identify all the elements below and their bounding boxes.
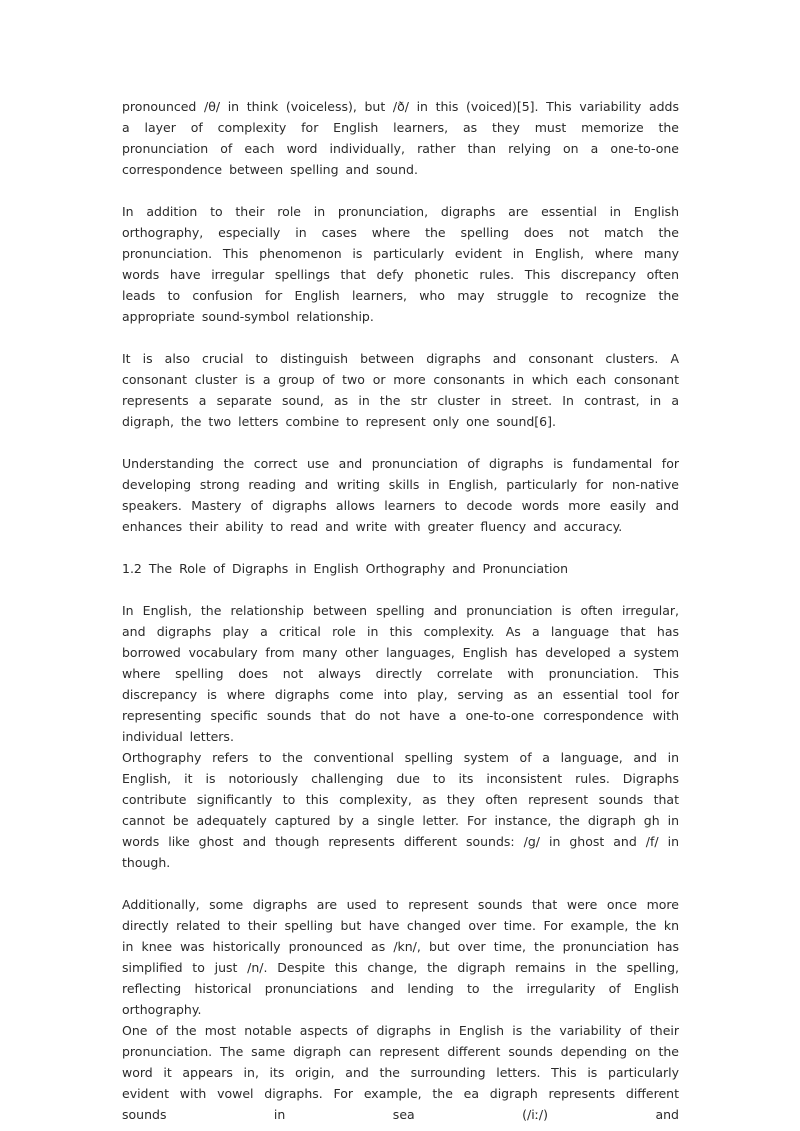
paragraph-spacer xyxy=(122,327,679,348)
paragraph-orthography-definition: Orthography refers to the conventional spelling system of a language, and in English, it is notoriously challenging due to its inconsistent rules. Digraphs contribute significantly to this complexity, as they often represent sounds that cannot be adequately captured by a single letter. For instance, the digraph gh in words like ghost and though represents different sounds: /g/ in ghost and /f/ in though. xyxy=(122,750,679,870)
paragraph-spacer xyxy=(122,180,679,201)
paragraph-pronunciation-variability: pronounced /θ/ in think (voiceless), but /ð/ in this (voiced)[5]. This variability adds a layer of complexity for English learners, as they must memorize the pronunciation of each word individually, rather than relying on a one-to-one correspondence between spelling and sound. xyxy=(122,99,679,177)
document-page xyxy=(122,96,679,1125)
paragraph-spacer xyxy=(122,537,679,558)
paragraph-spacer xyxy=(122,873,679,894)
paragraph-historical-digraphs: Additionally, some digraphs are used to represent sounds that were once more directly related to their spelling but have changed over time. For example, the kn in knee was historically pronounced as /kn/, but over time, the pronunciation has simplified to just /n/. Despite this change, the digraph remains in the spelling, reflecting historical pronunciations and lending to the irregularity of English orthography. xyxy=(122,897,679,1017)
paragraph-digraph-variability: One of the most notable aspects of digraphs in English is the variability of their pronunciation. The same digraph can represent different sounds depending on the word it appears in, its origin, and the surrounding letters. This is particularly evident with vowel digraphs. For example, the ea digraph represents different sounds in sea (/iː/) and xyxy=(122,1023,679,1122)
paragraph-spacer xyxy=(122,432,679,453)
paragraph-spelling-pronunciation: In English, the relationship between spelling and pronunciation is often irregular, and digraphs play a critical role in this complexity. As a language that has borrowed vocabulary from many other languages, English has developed a system where spelling does not always directly correlate with pronunciation. This discrepancy is where digraphs come into play, serving as an essential tool for representing specific sounds that do not have a one-to-one correspondence with individual letters. xyxy=(122,603,679,744)
paragraph-spacer xyxy=(122,579,679,600)
section-heading: 1.2 The Role of Digraphs in English Orthography and Pronunciation xyxy=(122,561,569,576)
paragraph-understanding-digraphs: Understanding the correct use and pronunciation of digraphs is fundamental for developing strong reading and writing skills in English, particularly for non-native speakers. Mastery of digraphs allows learners to decode words more easily and enhances their ability to read and write with greater fluency and accuracy. xyxy=(122,456,679,534)
paragraph-orthography-role: In addition to their role in pronunciation, digraphs are essential in English orthography, especially in cases where the spelling does not match the pronunciation. This phenomenon is particularly evident in English, where many words have irregular spellings that defy phonetic rules. This discrepancy often leads to confusion for English learners, who may struggle to recognize the appropriate sound-symbol relationship. xyxy=(122,204,679,324)
paragraph-consonant-clusters: It is also crucial to distinguish between digraphs and consonant clusters. A consonant cluster is a group of two or more consonants in which each consonant represents a separate sound, as in the str cluster in street. In contrast, in a digraph, the two letters combine to represent only one sound[6]. xyxy=(122,351,679,429)
